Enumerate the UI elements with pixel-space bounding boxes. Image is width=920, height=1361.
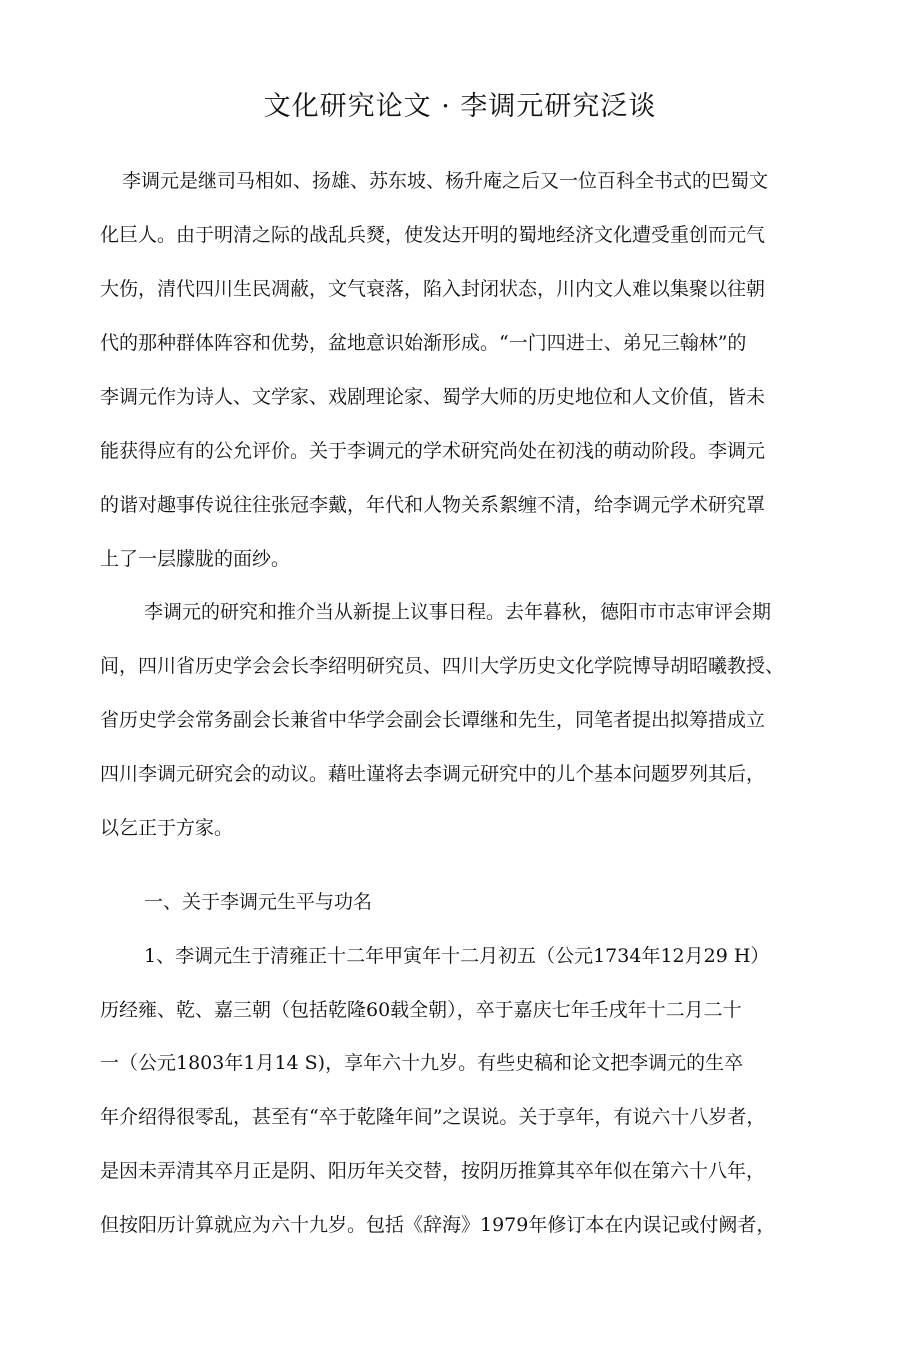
paragraph-line: 1、李调元生于清雍正十二年甲寅年十二月初五（公元1734年12月29 H） [144,945,770,967]
paragraph-line: 间，四川省历史学会会长李绍明研究员、四川大学历史文化学院博导胡昭曦教授、 [100,655,785,677]
section-heading: 一、关于李调元生平与功名 [144,891,373,913]
paragraph-line: 能获得应有的公允评价。关于李调元的学术研究尚处在初浅的萌动阶段。李调元 [100,440,766,462]
paragraph-line: 一（公元1803年1月14 S)，享年六十九岁。有些史稿和论文把李调元的生卒 [100,1052,744,1074]
paragraph-line: 李调元是继司马相如、扬雄、苏东坡、杨升庵之后又一位百科全书式的巴蜀文 [122,170,769,192]
paragraph-line: 但按阳历计算就应为六十九岁。包括《辞海》1979年修订本在内误记或付阙者， [100,1214,776,1236]
paragraph-line: 年介绍得很零乱，甚至有“卒于乾隆年间”之误说。关于享年，有说六十八岁者， [100,1106,766,1128]
paragraph-line: 是因未弄清其卒月正是阴、阳历年关交替，按阴历推算其卒年似在第六十八年， [100,1160,766,1182]
paragraph-line: 历经雍、乾、嘉三朝（包括乾隆60载全朝），卒于嘉庆七年壬戌年十二月二十 [100,999,742,1021]
paragraph-line: 化巨人。由于明清之际的战乱兵燹，使发达开明的蜀地经济文化遭受重创而元气 [100,224,766,246]
paragraph-line: 李调元的研究和推介当从新提上议事日程。去年暮秋，德阳市市志审评会期 [144,601,772,623]
paragraph-line: 代的那种群体阵容和优势，盆地意识始渐形成。“一门四进士、弟兄三翰林”的 [100,332,747,354]
paragraph-line: 的谐对趣事传说往往张冠李戴，年代和人物关系絮缠不清，给李调元学术研究罩 [100,494,766,516]
paragraph-line: 以乞正于方家。 [100,817,234,839]
document-title: 文化研究论文 · 李调元研究泛谈 [263,91,657,122]
paragraph-line: 省历史学会常务副会长兼省中华学会副会长谭继和先生，同笔者提出拟筹措成立 [100,709,766,731]
paragraph-line: 四川李调元研究会的动议。藉吐谨将去李调元研究中的儿个基本问题罗列其后， [100,763,766,785]
paragraph-line: 李调元作为诗人、文学家、戏剧理论家、蜀学大师的历史地位和人文价值，皆未 [100,386,766,408]
paragraph-line: 大伤，清代四川生民凋蔽，文气衰落，陷入封闭状态，川内文人难以集聚以往朝 [100,278,766,300]
paragraph-line: 上了一层朦胧的面纱。 [100,548,291,570]
